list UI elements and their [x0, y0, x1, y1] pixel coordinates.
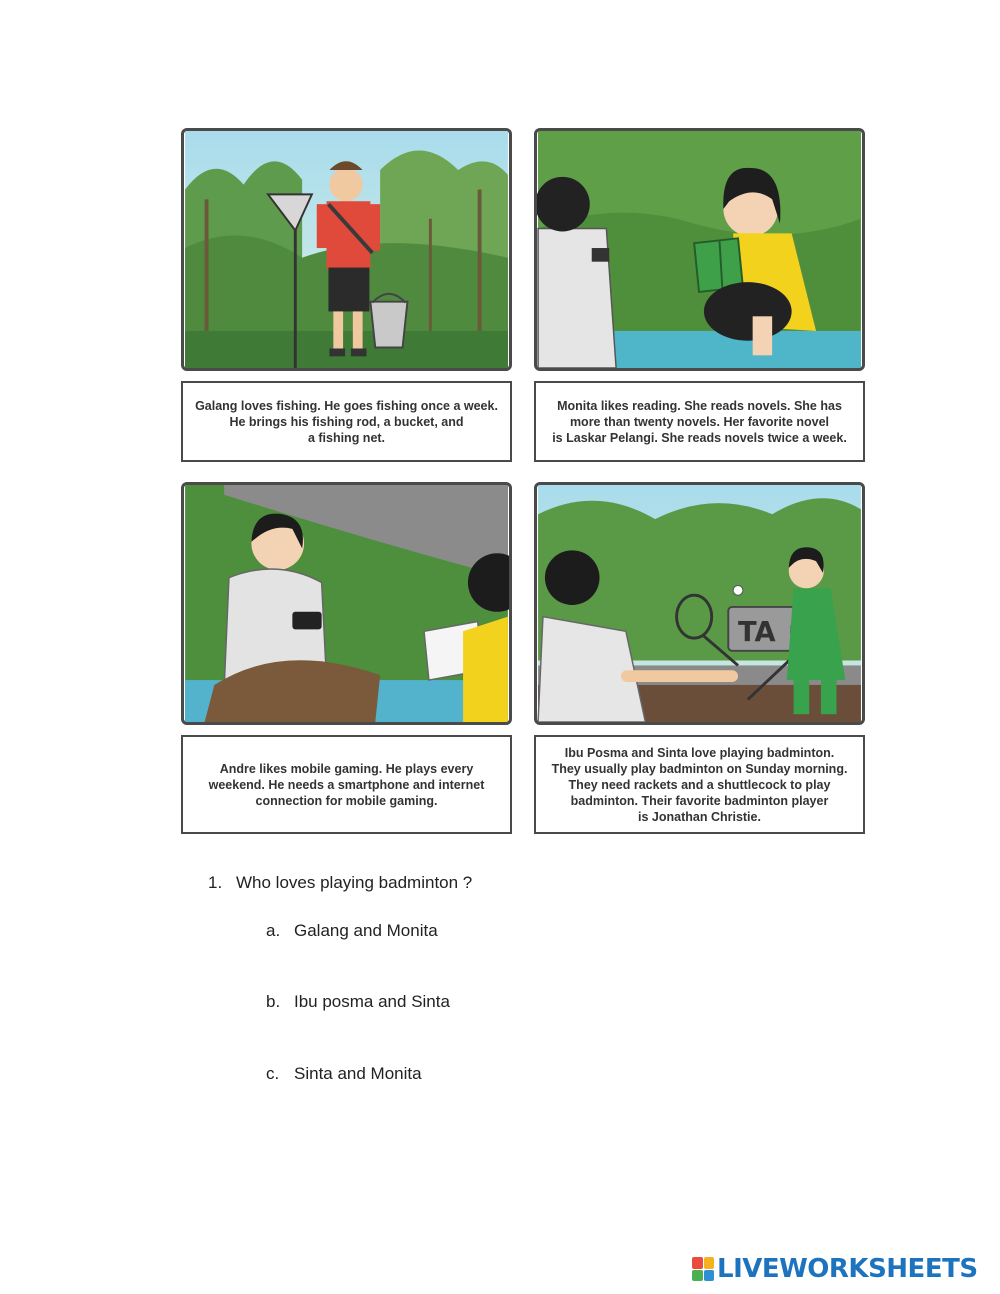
sign-text: TA — [738, 617, 776, 649]
badge-square-3 — [692, 1270, 703, 1282]
option-text: Sinta and Monita — [294, 1064, 422, 1083]
option-letter: c. — [266, 1064, 280, 1083]
answer-option-b[interactable] — [266, 992, 450, 1012]
question-number: 1. — [208, 873, 223, 892]
caption-andre: Andre likes mobile gaming. He plays every weekend. He needs a smartphone and internet connection for mobile gaming. — [181, 735, 512, 834]
badge-square-1 — [692, 1257, 703, 1269]
liveworksheets-logo — [692, 1254, 978, 1284]
option-letter: a. — [266, 921, 281, 940]
andre-gaming-illustration — [184, 485, 509, 722]
badge-square-2 — [704, 1257, 715, 1269]
badminton-illustration — [537, 485, 862, 722]
monita-reading-illustration — [537, 131, 862, 368]
answer-option-c[interactable] — [266, 1064, 422, 1084]
caption-galang: Galang loves fishing. He goes fishing once a week. He brings his fishing rod, a bucket, and a fishing net. — [181, 381, 512, 462]
comic-panel-badminton — [534, 482, 865, 725]
badge-square-4 — [704, 1270, 715, 1282]
logo-badge-icon — [692, 1257, 714, 1281]
caption-monita: Monita likes reading. She reads novels. She has more than twenty novels. Her favorite novel is Laskar Pelangi. She reads novels twice a week. — [534, 381, 865, 462]
galang-fishing-illustration — [184, 131, 509, 368]
comic-panel-monita — [534, 128, 865, 371]
logo-text: LIVEWORKSHEETS — [717, 1254, 978, 1284]
caption-badminton: Ibu Posma and Sinta love playing badminton. They usually play badminton on Sunday morning. They need rackets and a shuttlecock to play badminton. Their favorite badminton player is Jonathan Christie. — [534, 735, 865, 834]
question-1 — [208, 873, 472, 893]
option-text: Galang and Monita — [294, 921, 438, 940]
question-text: Who loves playing badminton ? — [236, 873, 473, 892]
option-text: Ibu posma and Sinta — [294, 992, 450, 1011]
answer-option-a[interactable] — [266, 921, 438, 941]
comic-panel-galang — [181, 128, 512, 371]
option-letter: b. — [266, 992, 281, 1011]
comic-panel-andre — [181, 482, 512, 725]
